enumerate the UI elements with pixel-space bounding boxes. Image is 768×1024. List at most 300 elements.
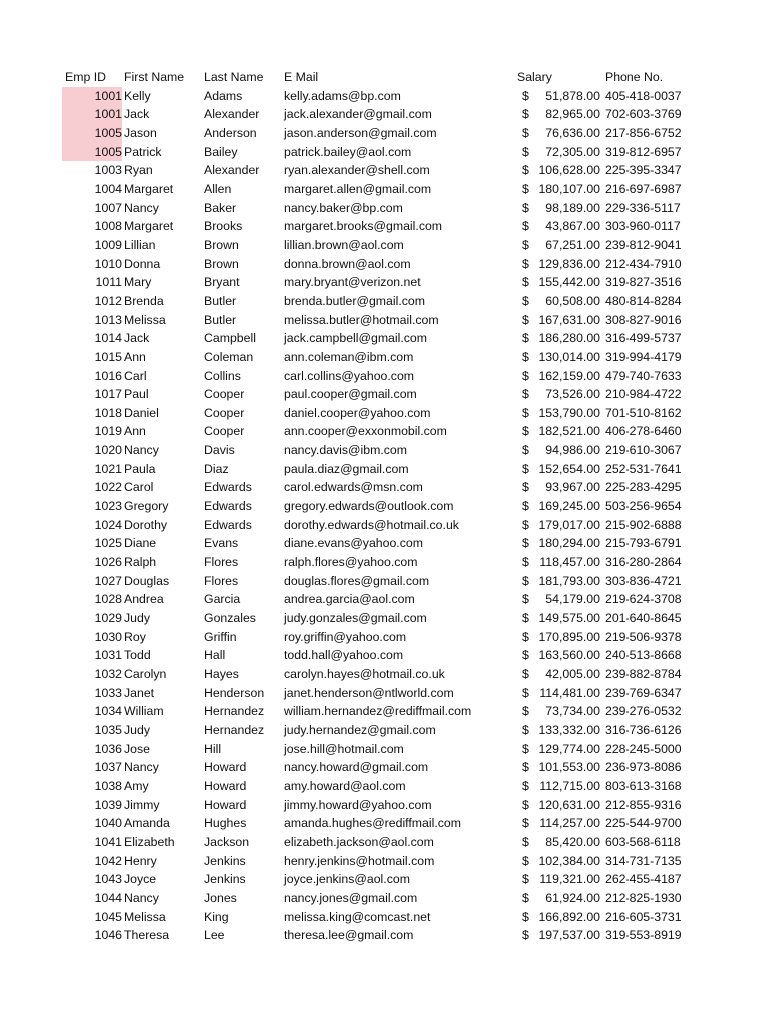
salary-cell: 181,793.00 xyxy=(538,573,600,588)
phone-cell: 262-455-4187 xyxy=(605,872,682,887)
email-cell: roy.griffin@yahoo.com xyxy=(284,629,407,644)
currency-symbol: $ xyxy=(522,480,529,495)
header-first-name: First Name xyxy=(124,70,185,84)
table-row xyxy=(62,553,702,572)
emp-id-cell: 1045 xyxy=(94,909,122,924)
last-name-cell: Bailey xyxy=(204,144,238,159)
salary-cell: 82,965.00 xyxy=(545,107,600,122)
table-row xyxy=(62,740,702,759)
salary-cell: 51,878.00 xyxy=(545,88,600,103)
first-name-cell: Melissa xyxy=(124,909,166,924)
table-row xyxy=(62,404,702,423)
salary-cell: 102,384.00 xyxy=(538,853,600,868)
salary-cell: 94,986.00 xyxy=(545,443,600,458)
first-name-cell: Ann xyxy=(124,424,146,439)
first-name-cell: Carolyn xyxy=(124,667,167,681)
first-name-cell: Janet xyxy=(124,685,155,700)
email-cell: melissa.king@comcast.net xyxy=(284,909,431,924)
phone-cell: 215-793-6791 xyxy=(605,536,682,551)
emp-id-cell: 1018 xyxy=(94,405,122,420)
phone-cell: 225-283-4295 xyxy=(605,480,682,495)
last-name-cell: Howard xyxy=(204,778,247,793)
salary-cell: 118,457.00 xyxy=(539,555,600,570)
phone-cell: 319-827-3516 xyxy=(605,275,682,290)
last-name-cell: Brown xyxy=(204,256,239,271)
phone-cell: 503-256-9654 xyxy=(605,499,682,514)
email-cell: william.hernandez@rediffmail.com xyxy=(284,704,472,719)
salary-cell: 114,481.00 xyxy=(539,685,600,700)
currency-symbol: $ xyxy=(522,461,529,476)
email-cell: melissa.butler@hotmail.com xyxy=(284,312,439,327)
currency-symbol: $ xyxy=(522,592,529,607)
currency-symbol: $ xyxy=(522,499,529,514)
emp-id-cell: 1001 xyxy=(62,105,122,124)
emp-id-cell: 1015 xyxy=(94,349,122,364)
table-row xyxy=(62,777,702,796)
currency-symbol: $ xyxy=(522,853,529,868)
email-cell: joyce.jenkins@aol.com xyxy=(284,872,410,887)
emp-id-cell: 1005 xyxy=(62,124,122,143)
last-name-cell: Baker xyxy=(204,200,237,215)
salary-cell: 85,420.00 xyxy=(545,834,600,849)
currency-symbol: $ xyxy=(522,349,529,364)
phone-cell: 212-825-1930 xyxy=(605,890,682,905)
phone-cell: 303-960-0117 xyxy=(605,219,681,234)
first-name-cell: Kelly xyxy=(124,88,151,103)
currency-symbol: $ xyxy=(522,181,529,196)
first-name-cell: Ryan xyxy=(124,163,153,178)
last-name-cell: Griffin xyxy=(204,629,237,644)
salary-cell: 67,251.00 xyxy=(545,237,600,252)
last-name-cell: Butler xyxy=(204,312,237,327)
salary-cell: 72,305.00 xyxy=(545,144,600,159)
table-row xyxy=(62,87,702,106)
last-name-cell: Anderson xyxy=(204,125,257,140)
first-name-cell: Carl xyxy=(124,368,147,383)
table-row xyxy=(62,684,702,703)
salary-cell: 106,628.00 xyxy=(538,163,600,178)
email-cell: judy.hernandez@gmail.com xyxy=(284,722,436,737)
first-name-cell: Todd xyxy=(124,648,151,663)
first-name-cell: Gregory xyxy=(124,499,169,514)
first-name-cell: Nancy xyxy=(124,200,159,215)
emp-id-cell: 1013 xyxy=(94,312,122,327)
last-name-cell: Garcia xyxy=(204,592,241,607)
email-cell: nancy.davis@ibm.com xyxy=(284,443,407,458)
last-name-cell: Hughes xyxy=(204,816,247,831)
header-row xyxy=(62,68,702,87)
first-name-cell: Judy xyxy=(124,722,150,737)
first-name-cell: Lillian xyxy=(124,237,156,252)
emp-id-cell: 1009 xyxy=(94,237,122,252)
currency-symbol: $ xyxy=(522,611,529,626)
email-cell: dorothy.edwards@hotmail.co.uk xyxy=(284,517,459,532)
currency-symbol: $ xyxy=(522,368,529,383)
first-name-cell: Judy xyxy=(124,611,150,626)
email-cell: nancy.howard@gmail.com xyxy=(284,760,429,775)
last-name-cell: Brooks xyxy=(204,219,243,234)
email-cell: daniel.cooper@yahoo.com xyxy=(284,405,431,420)
table-row xyxy=(62,702,702,721)
email-cell: janet.henderson@ntlworld.com xyxy=(284,685,454,700)
currency-symbol: $ xyxy=(522,293,529,308)
last-name-cell: Lee xyxy=(204,928,225,943)
first-name-cell: Brenda xyxy=(124,293,164,308)
email-cell: paula.diaz@gmail.com xyxy=(284,461,409,476)
salary-cell: 186,280.00 xyxy=(538,331,600,346)
header-phone: Phone No. xyxy=(605,70,664,84)
last-name-cell: Cooper xyxy=(204,424,245,439)
phone-cell: 316-280-2864 xyxy=(605,555,682,570)
salary-cell: 73,526.00 xyxy=(545,387,600,402)
salary-cell: 169,245.00 xyxy=(538,499,600,514)
table-row xyxy=(62,889,702,908)
salary-cell: 180,107.00 xyxy=(538,181,600,196)
emp-id-cell: 1040 xyxy=(94,816,122,831)
first-name-cell: Jason xyxy=(124,125,157,140)
phone-cell: 252-531-7641 xyxy=(605,461,682,476)
phone-cell: 212-855-9316 xyxy=(605,797,682,812)
phone-cell: 219-610-3067 xyxy=(605,443,682,458)
email-cell: ann.coleman@ibm.com xyxy=(284,349,414,364)
table-row xyxy=(62,385,702,404)
email-cell: elizabeth.jackson@aol.com xyxy=(284,834,434,849)
last-name-cell: Edwards xyxy=(204,499,252,514)
phone-cell: 229-336-5117 xyxy=(605,200,681,215)
phone-cell: 319-994-4179 xyxy=(605,349,682,364)
table-row xyxy=(62,833,702,852)
first-name-cell: Douglas xyxy=(124,573,170,588)
currency-symbol: $ xyxy=(522,834,529,849)
emp-id-cell: 1004 xyxy=(94,181,122,196)
phone-cell: 212-434-7910 xyxy=(605,256,682,271)
table-row xyxy=(62,460,702,479)
salary-cell: 166,892.00 xyxy=(538,909,600,924)
currency-symbol: $ xyxy=(522,387,529,402)
salary-cell: 130,014.00 xyxy=(538,349,600,364)
first-name-cell: Margaret xyxy=(124,219,174,234)
email-cell: margaret.allen@gmail.com xyxy=(284,181,432,196)
salary-cell: 120,631.00 xyxy=(538,797,600,812)
phone-cell: 217-856-6752 xyxy=(605,125,682,140)
table-row xyxy=(62,516,702,535)
first-name-cell: Jose xyxy=(124,741,150,756)
header-emp-id: Emp ID xyxy=(65,70,106,84)
first-name-cell: Joyce xyxy=(124,872,157,887)
table-row xyxy=(62,609,702,628)
currency-symbol: $ xyxy=(522,667,529,681)
currency-symbol: $ xyxy=(522,555,529,570)
phone-cell: 479-740-7633 xyxy=(605,368,682,383)
emp-id-cell: 1043 xyxy=(94,872,122,887)
table-row xyxy=(62,758,702,777)
salary-cell: 129,774.00 xyxy=(538,741,600,756)
table-row xyxy=(62,572,702,591)
first-name-cell: Theresa xyxy=(124,928,170,943)
last-name-cell: Hernandez xyxy=(204,704,265,719)
phone-cell: 219-624-3708 xyxy=(605,592,682,607)
salary-cell: 155,442.00 xyxy=(538,275,600,290)
table-row xyxy=(62,796,702,815)
last-name-cell: Jenkins xyxy=(204,872,246,887)
first-name-cell: Elizabeth xyxy=(124,834,175,849)
first-name-cell: Paula xyxy=(124,461,156,476)
currency-symbol: $ xyxy=(522,722,529,737)
currency-symbol: $ xyxy=(522,107,529,122)
salary-cell: 61,924.00 xyxy=(545,890,600,905)
last-name-cell: Cooper xyxy=(204,405,245,420)
phone-cell: 215-902-6888 xyxy=(605,517,682,532)
email-cell: carolyn.hayes@hotmail.co.uk xyxy=(284,667,445,681)
emp-id-cell: 1039 xyxy=(94,797,122,812)
emp-id-cell: 1020 xyxy=(94,443,122,458)
first-name-cell: Dorothy xyxy=(124,517,168,532)
last-name-cell: Gonzales xyxy=(204,611,256,626)
phone-cell: 480-814-8284 xyxy=(605,293,682,308)
last-name-cell: Howard xyxy=(204,797,247,812)
table-row xyxy=(62,292,702,311)
currency-symbol: $ xyxy=(522,872,529,887)
email-cell: jose.hill@hotmail.com xyxy=(284,741,404,756)
table-row xyxy=(62,628,702,647)
emp-id-cell: 1036 xyxy=(94,741,122,756)
phone-cell: 210-984-4722 xyxy=(605,387,682,402)
salary-cell: 197,537.00 xyxy=(538,928,600,943)
salary-cell: 162,159.00 xyxy=(538,368,600,383)
phone-cell: 702-603-3769 xyxy=(605,107,682,122)
email-cell: patrick.bailey@aol.com xyxy=(284,144,412,159)
phone-cell: 216-605-3731 xyxy=(605,909,682,924)
last-name-cell: Bryant xyxy=(204,275,240,290)
currency-symbol: $ xyxy=(522,256,529,271)
last-name-cell: Campbell xyxy=(204,331,256,346)
phone-cell: 225-395-3347 xyxy=(605,163,682,178)
phone-cell: 603-568-6118 xyxy=(605,834,681,849)
first-name-cell: Amy xyxy=(124,778,149,793)
first-name-cell: Andrea xyxy=(124,592,164,607)
salary-cell: 182,521.00 xyxy=(538,424,600,439)
email-cell: amy.howard@aol.com xyxy=(284,778,406,793)
salary-cell: 60,508.00 xyxy=(545,293,600,308)
first-name-cell: Paul xyxy=(124,387,149,402)
table-row xyxy=(62,870,702,889)
first-name-cell: Daniel xyxy=(124,405,159,420)
emp-id-cell: 1021 xyxy=(94,461,122,476)
salary-cell: 98,189.00 xyxy=(545,200,600,215)
last-name-cell: Evans xyxy=(204,536,239,551)
emp-id-cell: 1007 xyxy=(94,200,122,215)
phone-cell: 406-278-6460 xyxy=(605,424,682,439)
email-cell: jack.campbell@gmail.com xyxy=(284,331,428,346)
first-name-cell: Amanda xyxy=(124,816,170,831)
last-name-cell: Jenkins xyxy=(204,853,246,868)
table-row xyxy=(62,236,702,255)
table-row xyxy=(62,180,702,199)
email-cell: judy.gonzales@gmail.com xyxy=(284,611,427,626)
currency-symbol: $ xyxy=(522,125,529,140)
email-cell: carl.collins@yahoo.com xyxy=(284,368,415,383)
email-cell: mary.bryant@verizon.net xyxy=(284,275,421,290)
emp-id-cell: 1046 xyxy=(94,928,122,943)
phone-cell: 240-513-8668 xyxy=(605,648,682,663)
table-row xyxy=(62,105,702,124)
last-name-cell: Butler xyxy=(204,293,237,308)
first-name-cell: Carol xyxy=(124,480,154,495)
currency-symbol: $ xyxy=(522,909,529,924)
last-name-cell: Hill xyxy=(204,741,222,756)
first-name-cell: Nancy xyxy=(124,890,159,905)
table-row xyxy=(62,478,702,497)
emp-id-cell: 1014 xyxy=(94,331,122,346)
email-cell: kelly.adams@bp.com xyxy=(284,88,401,103)
email-cell: jason.anderson@gmail.com xyxy=(284,125,437,140)
salary-cell: 54,179.00 xyxy=(545,592,600,607)
first-name-cell: Melissa xyxy=(124,312,166,327)
emp-id-cell: 1012 xyxy=(94,293,122,308)
emp-id-cell: 1042 xyxy=(94,853,122,868)
phone-cell: 803-613-3168 xyxy=(605,778,682,793)
currency-symbol: $ xyxy=(522,629,529,644)
last-name-cell: Coleman xyxy=(204,349,254,364)
first-name-cell: Donna xyxy=(124,256,161,271)
last-name-cell: Allen xyxy=(204,181,232,196)
currency-symbol: $ xyxy=(522,405,529,420)
last-name-cell: Flores xyxy=(204,573,239,588)
table-row xyxy=(62,852,702,871)
phone-cell: 303-836-4721 xyxy=(605,573,682,588)
emp-id-cell: 1019 xyxy=(94,424,122,439)
last-name-cell: Collins xyxy=(204,368,241,383)
salary-cell: 119,321.00 xyxy=(539,872,600,887)
phone-cell: 219-506-9378 xyxy=(605,629,682,644)
emp-id-cell: 1035 xyxy=(94,722,122,737)
email-cell: andrea.garcia@aol.com xyxy=(284,592,415,607)
table-row xyxy=(62,143,702,162)
currency-symbol: $ xyxy=(522,928,529,943)
currency-symbol: $ xyxy=(522,536,529,551)
email-cell: carol.edwards@msn.com xyxy=(284,480,423,495)
currency-symbol: $ xyxy=(522,890,529,905)
email-cell: brenda.butler@gmail.com xyxy=(284,293,425,308)
currency-symbol: $ xyxy=(522,797,529,812)
emp-id-cell: 1017 xyxy=(94,387,122,402)
emp-id-cell: 1003 xyxy=(94,163,122,178)
emp-id-cell: 1027 xyxy=(94,573,122,588)
salary-cell: 133,332.00 xyxy=(538,722,600,737)
emp-id-cell: 1011 xyxy=(95,275,122,290)
emp-id-cell: 1026 xyxy=(94,555,122,570)
first-name-cell: William xyxy=(124,704,164,719)
phone-cell: 316-499-5737 xyxy=(605,331,682,346)
currency-symbol: $ xyxy=(522,741,529,756)
first-name-cell: Jack xyxy=(124,107,150,122)
salary-cell: 180,294.00 xyxy=(538,536,600,551)
salary-cell: 76,636.00 xyxy=(545,125,600,140)
emp-id-cell: 1030 xyxy=(94,629,122,644)
phone-cell: 319-553-8919 xyxy=(605,928,682,943)
table-row xyxy=(62,534,702,553)
first-name-cell: Roy xyxy=(124,629,146,644)
table-row xyxy=(62,161,702,180)
salary-cell: 152,654.00 xyxy=(538,461,600,476)
email-cell: diane.evans@yahoo.com xyxy=(284,536,423,551)
first-name-cell: Margaret xyxy=(124,181,174,196)
currency-symbol: $ xyxy=(522,424,529,439)
emp-id-cell: 1033 xyxy=(94,685,122,700)
table-body xyxy=(62,87,702,945)
last-name-cell: Cooper xyxy=(204,387,245,402)
email-cell: theresa.lee@gmail.com xyxy=(284,928,414,943)
last-name-cell: Alexander xyxy=(204,163,260,178)
last-name-cell: Brown xyxy=(204,237,239,252)
table-row xyxy=(62,199,702,218)
salary-cell: 163,560.00 xyxy=(538,648,600,663)
currency-symbol: $ xyxy=(522,517,529,532)
email-cell: douglas.flores@gmail.com xyxy=(284,573,430,588)
emp-id-cell: 1032 xyxy=(94,667,122,681)
last-name-cell: Hayes xyxy=(204,667,239,681)
table-row xyxy=(62,590,702,609)
table-row xyxy=(62,441,702,460)
email-cell: ryan.alexander@shell.com xyxy=(284,163,430,178)
table-row xyxy=(62,329,702,348)
currency-symbol: $ xyxy=(522,219,529,234)
emp-id-cell: 1029 xyxy=(94,611,122,626)
emp-id-cell: 1041 xyxy=(94,834,122,849)
email-cell: jimmy.howard@yahoo.com xyxy=(284,797,432,812)
table-row xyxy=(62,665,702,684)
first-name-cell: Mary xyxy=(124,275,152,290)
last-name-cell: Jones xyxy=(204,890,237,905)
last-name-cell: Jackson xyxy=(204,834,250,849)
phone-cell: 239-276-0532 xyxy=(605,704,682,719)
first-name-cell: Ralph xyxy=(124,555,157,570)
first-name-cell: Diane xyxy=(124,536,157,551)
phone-cell: 405-418-0037 xyxy=(605,88,682,103)
emp-id-cell: 1001 xyxy=(62,87,122,106)
salary-cell: 42,005.00 xyxy=(545,667,600,681)
emp-id-cell: 1034 xyxy=(94,704,122,719)
email-cell: amanda.hughes@rediffmail.com xyxy=(284,816,461,831)
email-cell: gregory.edwards@outlook.com xyxy=(284,499,454,514)
emp-id-cell: 1031 xyxy=(94,648,122,663)
currency-symbol: $ xyxy=(522,704,529,719)
header-last-name: Last Name xyxy=(204,70,264,84)
table-row xyxy=(62,908,702,927)
salary-cell: 43,867.00 xyxy=(545,219,600,234)
last-name-cell: Flores xyxy=(204,555,239,570)
phone-cell: 228-245-5000 xyxy=(605,741,682,756)
phone-cell: 236-973-8086 xyxy=(605,760,682,775)
currency-symbol: $ xyxy=(522,648,529,663)
currency-symbol: $ xyxy=(522,816,529,831)
currency-symbol: $ xyxy=(522,778,529,793)
last-name-cell: Henderson xyxy=(204,685,265,700)
email-cell: jack.alexander@gmail.com xyxy=(284,107,432,122)
phone-cell: 314-731-7135 xyxy=(605,853,682,868)
table-row xyxy=(62,273,702,292)
phone-cell: 225-544-9700 xyxy=(605,816,682,831)
emp-id-cell: 1008 xyxy=(94,219,122,234)
last-name-cell: Diaz xyxy=(204,461,229,476)
phone-cell: 201-640-8645 xyxy=(605,611,682,626)
emp-id-cell: 1010 xyxy=(94,256,122,271)
emp-id-cell: 1016 xyxy=(94,368,122,383)
emp-id-cell: 1037 xyxy=(94,760,122,775)
table-row xyxy=(62,926,702,945)
emp-id-cell: 1024 xyxy=(94,517,122,532)
salary-cell: 153,790.00 xyxy=(538,405,600,420)
